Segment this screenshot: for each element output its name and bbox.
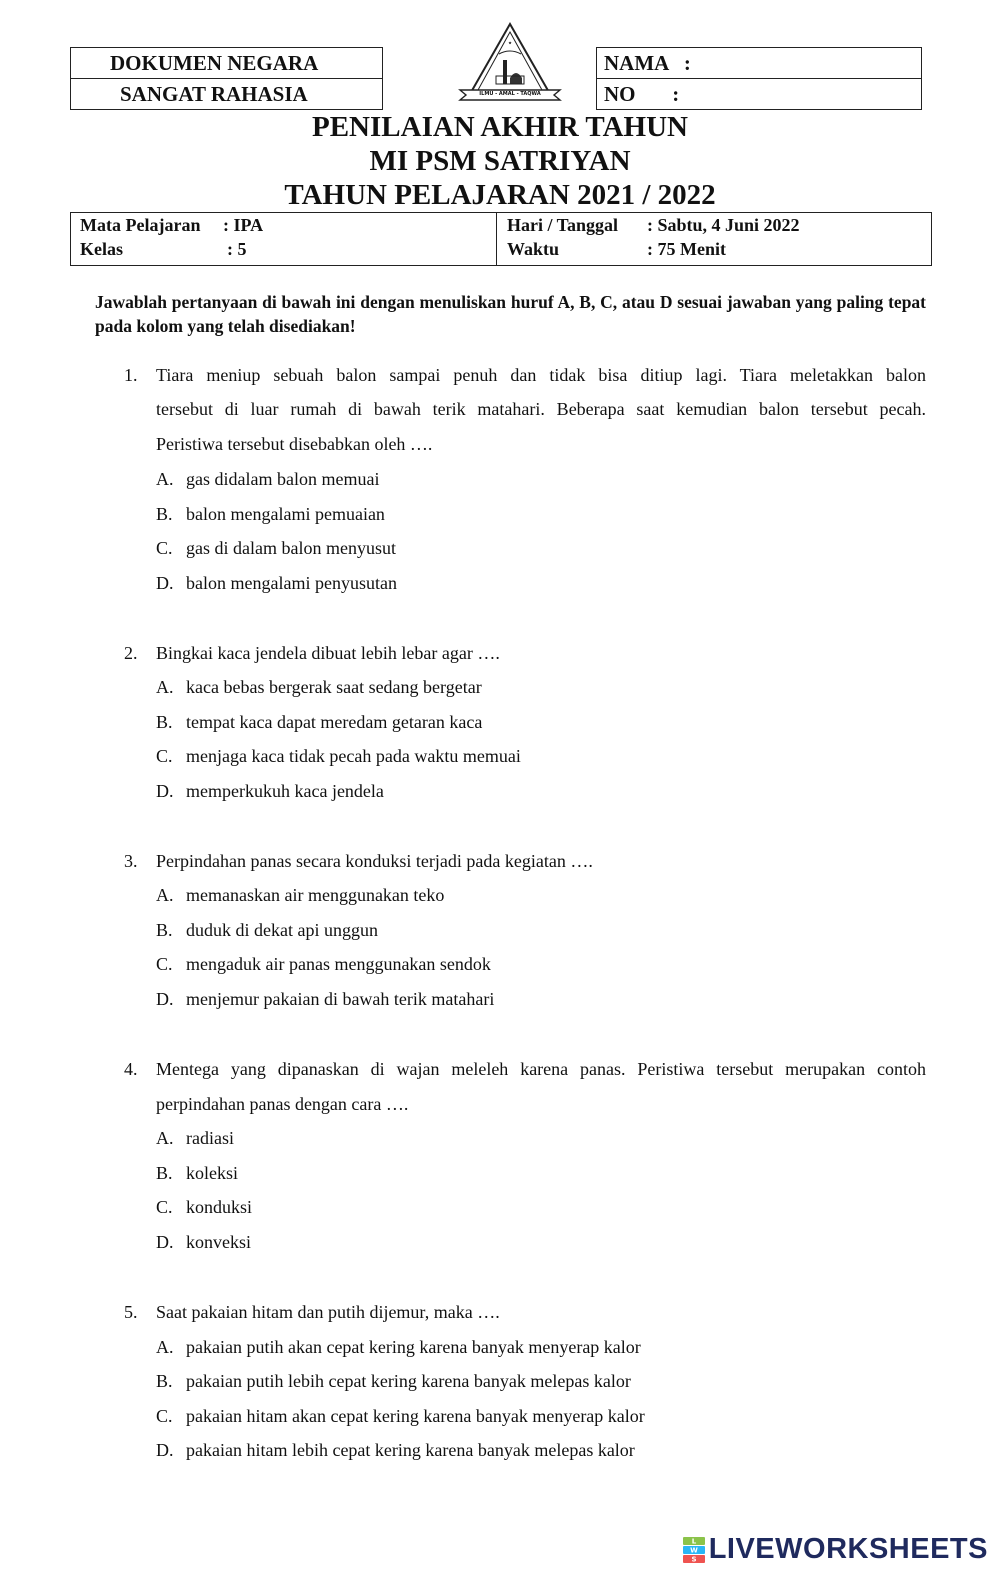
document-class-bottom: SANGAT RAHASIA — [120, 82, 308, 106]
answer-option[interactable] — [156, 990, 494, 1008]
subject-value: : IPA — [223, 215, 264, 235]
school-name: MI PSM SATRIYAN — [369, 145, 631, 177]
answer-option[interactable] — [156, 713, 482, 731]
question-text-line: Peristiwa tersebut disebabkan oleh …. — [156, 434, 433, 454]
answer-option[interactable] — [156, 1233, 251, 1251]
option-letter: C. — [156, 746, 173, 766]
answer-option[interactable] — [156, 678, 482, 696]
option-letter: D. — [156, 781, 174, 801]
answer-option[interactable] — [156, 1407, 645, 1425]
logo-letter: W — [689, 1546, 698, 1554]
option-letter: D. — [156, 573, 174, 593]
instruction-text: Jawablah pertanyaan di bawah ini dengan menuliskan huruf A, B, C, atau D sesuai jawaban yang paling tepat pada kolom yang telah disediakan! — [95, 292, 926, 336]
option-text: pakaian putih akan cepat kering karena banyak menyerap kalor — [186, 1337, 641, 1357]
option-text: pakaian putih lebih cepat kering karena banyak melepas kalor — [186, 1371, 631, 1391]
svg-text:٭: ٭ — [508, 39, 512, 47]
class-value: : 5 — [227, 239, 247, 259]
option-text: radiasi — [186, 1128, 234, 1148]
option-letter: C. — [156, 538, 173, 558]
question-text-line: Tiara meniup sebuah balon sampai penuh dan tidak bisa ditiup lagi. Tiara meletakkan balon — [156, 365, 926, 385]
document-class-top: DOKUMEN NEGARA — [110, 51, 319, 75]
subject-label: Mata Pelajaran — [80, 215, 201, 235]
option-text: memanaskan air menggunakan teko — [186, 885, 445, 905]
answer-option[interactable] — [156, 574, 397, 592]
logo-motto: ILMU - AMAL - TAQWA — [479, 91, 541, 97]
option-text: gas di dalam balon menyusut — [186, 538, 396, 558]
option-text: balon mengalami penyusutan — [186, 573, 397, 593]
option-letter: A. — [156, 885, 174, 905]
answer-option[interactable] — [156, 1338, 641, 1356]
option-letter: D. — [156, 1232, 174, 1252]
option-letter: B. — [156, 712, 173, 732]
question-text-line: Perpindahan panas secara konduksi terjadi pada kegiatan …. — [156, 851, 593, 871]
answer-option[interactable] — [156, 1372, 631, 1390]
liveworksheets-logo-icon — [683, 1537, 705, 1563]
answer-option[interactable] — [156, 955, 491, 973]
name-field-label: NAMA : — [604, 51, 691, 75]
question-text-line: Saat pakaian hitam dan putih dijemur, maka …. — [156, 1302, 500, 1322]
answer-option[interactable] — [156, 1441, 635, 1459]
answer-option[interactable] — [156, 470, 379, 488]
answer-option[interactable] — [156, 1198, 252, 1216]
answer-option[interactable] — [156, 747, 521, 765]
option-text: pakaian hitam lebih cepat kering karena banyak melepas kalor — [186, 1440, 635, 1460]
class-label: Kelas — [80, 239, 123, 259]
option-text: konduksi — [186, 1197, 253, 1217]
logo-letter: L — [691, 1537, 696, 1545]
exam-title: PENILAIAN AKHIR TAHUN — [312, 111, 688, 143]
option-letter: A. — [156, 677, 174, 697]
option-letter: B. — [156, 1371, 173, 1391]
option-text: balon mengalami pemuaian — [186, 504, 385, 524]
answer-option[interactable] — [156, 1164, 238, 1182]
option-text: menjemur pakaian di bawah terik matahari — [186, 989, 495, 1009]
option-letter: D. — [156, 989, 174, 1009]
date-label: Hari / Tanggal — [507, 215, 619, 235]
option-text: duduk di dekat api unggun — [186, 920, 378, 940]
question-number: 2. — [124, 643, 138, 663]
answer-option[interactable] — [156, 886, 444, 904]
option-letter: A. — [156, 1128, 174, 1148]
question-text-line: perpindahan panas dengan cara …. — [156, 1094, 409, 1114]
option-text: mengaduk air panas menggunakan sendok — [186, 954, 491, 974]
liveworksheets-watermark[interactable] — [683, 1533, 988, 1566]
option-text: pakaian hitam akan cepat kering karena banyak menyerap kalor — [186, 1406, 645, 1426]
time-label: Waktu — [507, 239, 560, 259]
question-text-line: tersebut di luar rumah di bawah terik matahari. Beberapa saat kemudian balon tersebut pecah. — [156, 399, 926, 419]
option-letter: A. — [156, 1337, 174, 1357]
answer-option[interactable] — [156, 1129, 234, 1147]
option-letter: B. — [156, 920, 173, 940]
liveworksheets-brand: LIVEWORKSHEETS — [708, 1533, 988, 1565]
option-text: koleksi — [186, 1163, 238, 1183]
option-text: tempat kaca dapat meredam getaran kaca — [186, 712, 483, 732]
option-text: gas didalam balon memuai — [186, 469, 380, 489]
option-letter: A. — [156, 469, 174, 489]
option-letter: D. — [156, 1440, 174, 1460]
option-letter: B. — [156, 1163, 173, 1183]
option-letter: C. — [156, 954, 173, 974]
answer-option[interactable] — [156, 539, 396, 557]
question-text-line: Bingkai kaca jendela dibuat lebih lebar agar …. — [156, 643, 500, 663]
question-number: 1. — [124, 365, 138, 385]
answer-option[interactable] — [156, 505, 385, 523]
option-letter: C. — [156, 1197, 173, 1217]
option-letter: C. — [156, 1406, 173, 1426]
option-letter: B. — [156, 504, 173, 524]
logo-letter: S — [691, 1555, 697, 1563]
question-number: 4. — [124, 1059, 138, 1079]
option-text: kaca bebas bergerak saat sedang bergetar — [186, 677, 482, 697]
option-text: menjaga kaca tidak pecah pada waktu memuai — [186, 746, 521, 766]
date-value: : Sabtu, 4 Juni 2022 — [647, 215, 800, 235]
question-text-line: Mentega yang dipanaskan di wajan meleleh karena panas. Peristiwa tersebut merupakan contoh — [156, 1059, 926, 1079]
option-text: konveksi — [186, 1232, 251, 1252]
question-number: 3. — [124, 851, 138, 871]
academic-year: TAHUN PELAJARAN 2021 / 2022 — [284, 179, 716, 211]
answer-option[interactable] — [156, 782, 384, 800]
question-number: 5. — [124, 1302, 138, 1322]
answer-option[interactable] — [156, 921, 378, 939]
option-text: memperkukuh kaca jendela — [186, 781, 384, 801]
time-value: : 75 Menit — [647, 239, 726, 259]
number-field-label: NO : — [604, 82, 680, 106]
